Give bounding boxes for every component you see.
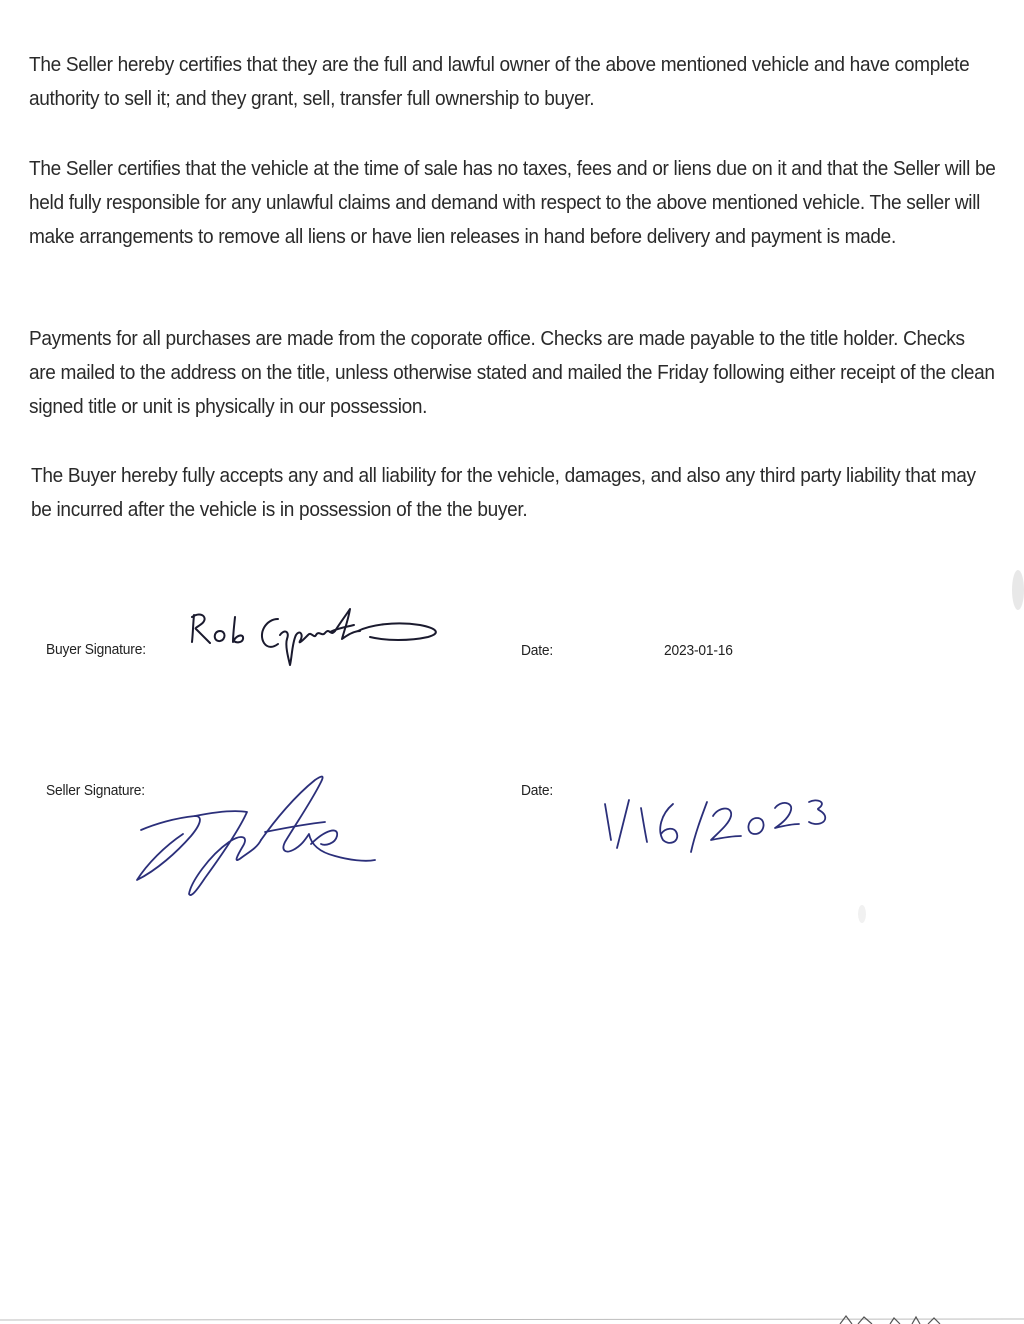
buyer-signature bbox=[180, 595, 450, 685]
liability-clause: The Buyer hereby fully accepts any and all liability for the vehicle, damages, and also any third party liability that may be incurred after the vehicle is in possession of the the buyer. bbox=[31, 464, 976, 521]
scan-edge-artifact bbox=[0, 1314, 1024, 1324]
scan-speck bbox=[858, 905, 866, 923]
scan-speck bbox=[1012, 570, 1024, 610]
payment-clause: Payments for all purchases are made from the coporate office. Checks are made payable to the title holder. Checks are mailed to the address on the title, unless otherwise stated and mailed the Friday following either receipt of the clean signed title or unit is physically in our possession. bbox=[29, 327, 995, 418]
buyer-date-label: Date: bbox=[521, 642, 554, 659]
seller-signature-label: Seller Signature: bbox=[46, 782, 145, 799]
seller-signature bbox=[125, 760, 395, 910]
ownership-clause: The Seller hereby certifies that they are the full and lawful owner of the above mentioned vehicle and have complete authority to sell it; and they grant, sell, transfer full ownership to buyer. bbox=[29, 53, 970, 110]
liens-clause: The Seller certifies that the vehicle at the time of sale has no taxes, fees and or liens due on it and that the Seller will be held fully responsible for any unlawful claims and demand with respect to the above mentioned vehicle. The seller will make arrangements to remove all liens or have lien releases in hand before delivery and payment is made. bbox=[29, 157, 996, 248]
buyer-signature-label: Buyer Signature: bbox=[46, 641, 146, 658]
seller-handwritten-date bbox=[595, 790, 845, 870]
buyer-date-value: 2023-01-16 bbox=[664, 642, 733, 659]
seller-date-label: Date: bbox=[521, 782, 554, 799]
